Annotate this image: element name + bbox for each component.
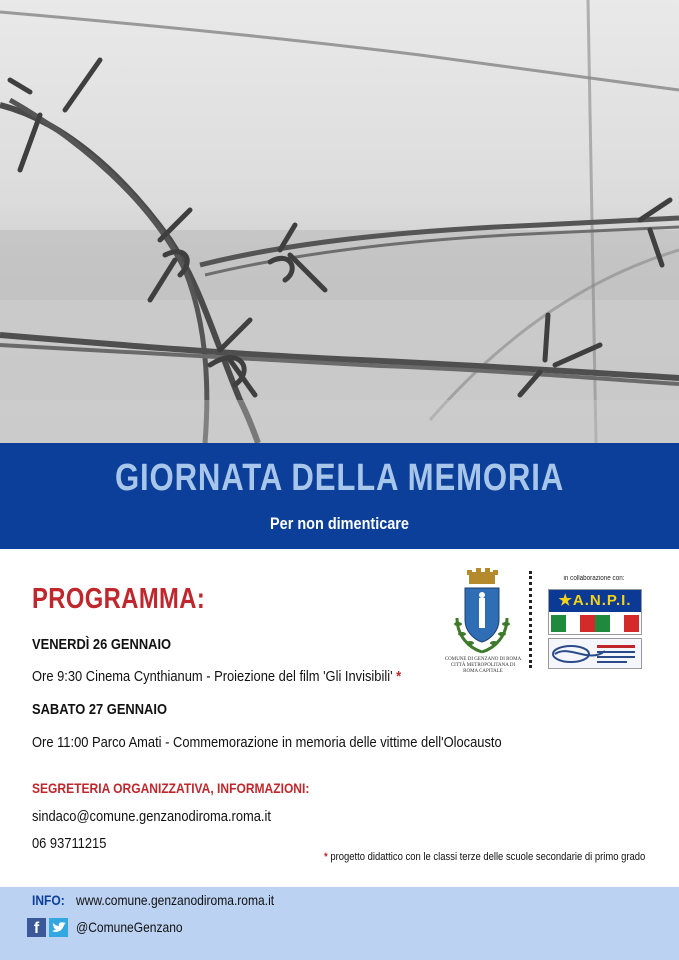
program-day-1: VENERDÌ 26 GENNAIO xyxy=(32,636,172,653)
barbed-wire-photo xyxy=(0,0,679,443)
twitter-bird-icon xyxy=(49,918,68,937)
anpi-logo-text: ★A.N.P.I. xyxy=(549,590,641,612)
footnote-asterisk: * xyxy=(396,668,402,685)
info-label: INFO: xyxy=(32,892,65,908)
contact-email[interactable]: sindaco@comune.genzanodiroma.roma.it xyxy=(32,808,271,825)
contact-phone: 06 93711215 xyxy=(32,835,107,852)
page-subtitle: Per non dimenticare xyxy=(270,514,409,533)
facebook-icon[interactable]: f xyxy=(27,918,46,937)
collaboration-label: in collaborazione con: xyxy=(563,575,625,582)
coat-of-arms-logo xyxy=(443,568,521,668)
footnote-asterisk-2: * xyxy=(324,851,328,863)
program-event-1-text: Ore 9:30 Cinema Cynthianum - Proiezione del film 'Gli Invisibili' xyxy=(32,668,393,685)
page-title: GIORNATA DELLA MEMORIA xyxy=(114,457,565,499)
secondary-partner-logo xyxy=(548,638,642,669)
coat-caption-line-1: COMUNE DI GENZANO DI ROMA xyxy=(444,657,522,662)
footnote-text: progetto didattico con le classi terze delle scuole secondarie di primo grado xyxy=(330,851,646,863)
logo-divider xyxy=(529,571,532,668)
barbed-wire-illustration xyxy=(0,0,679,443)
program-event-2: Ore 11:00 Parco Amati - Commemorazione in memoria delle vittime dell'Olocausto xyxy=(32,734,502,751)
contacts-heading: SEGRETERIA ORGANIZZATIVA, INFORMAZIONI: xyxy=(32,780,310,796)
coat-caption xyxy=(443,657,523,675)
coat-caption-line-2: CITTÀ METROPOLITANA DI ROMA CAPITALE xyxy=(450,663,516,674)
footnote xyxy=(324,851,645,863)
program-event-1 xyxy=(32,668,401,685)
partner-emblem-icon xyxy=(549,639,641,668)
program-heading: PROGRAMMA: xyxy=(32,583,206,615)
title-banner xyxy=(0,443,679,549)
twitter-icon[interactable] xyxy=(49,918,68,937)
website-link[interactable]: www.comune.genzanodiroma.roma.it xyxy=(76,892,275,908)
anpi-logo xyxy=(548,589,642,635)
social-handle[interactable]: @ComuneGenzano xyxy=(76,919,183,935)
program-day-2: SABATO 27 GENNAIO xyxy=(32,701,168,718)
italian-flag-stripes xyxy=(551,615,639,632)
